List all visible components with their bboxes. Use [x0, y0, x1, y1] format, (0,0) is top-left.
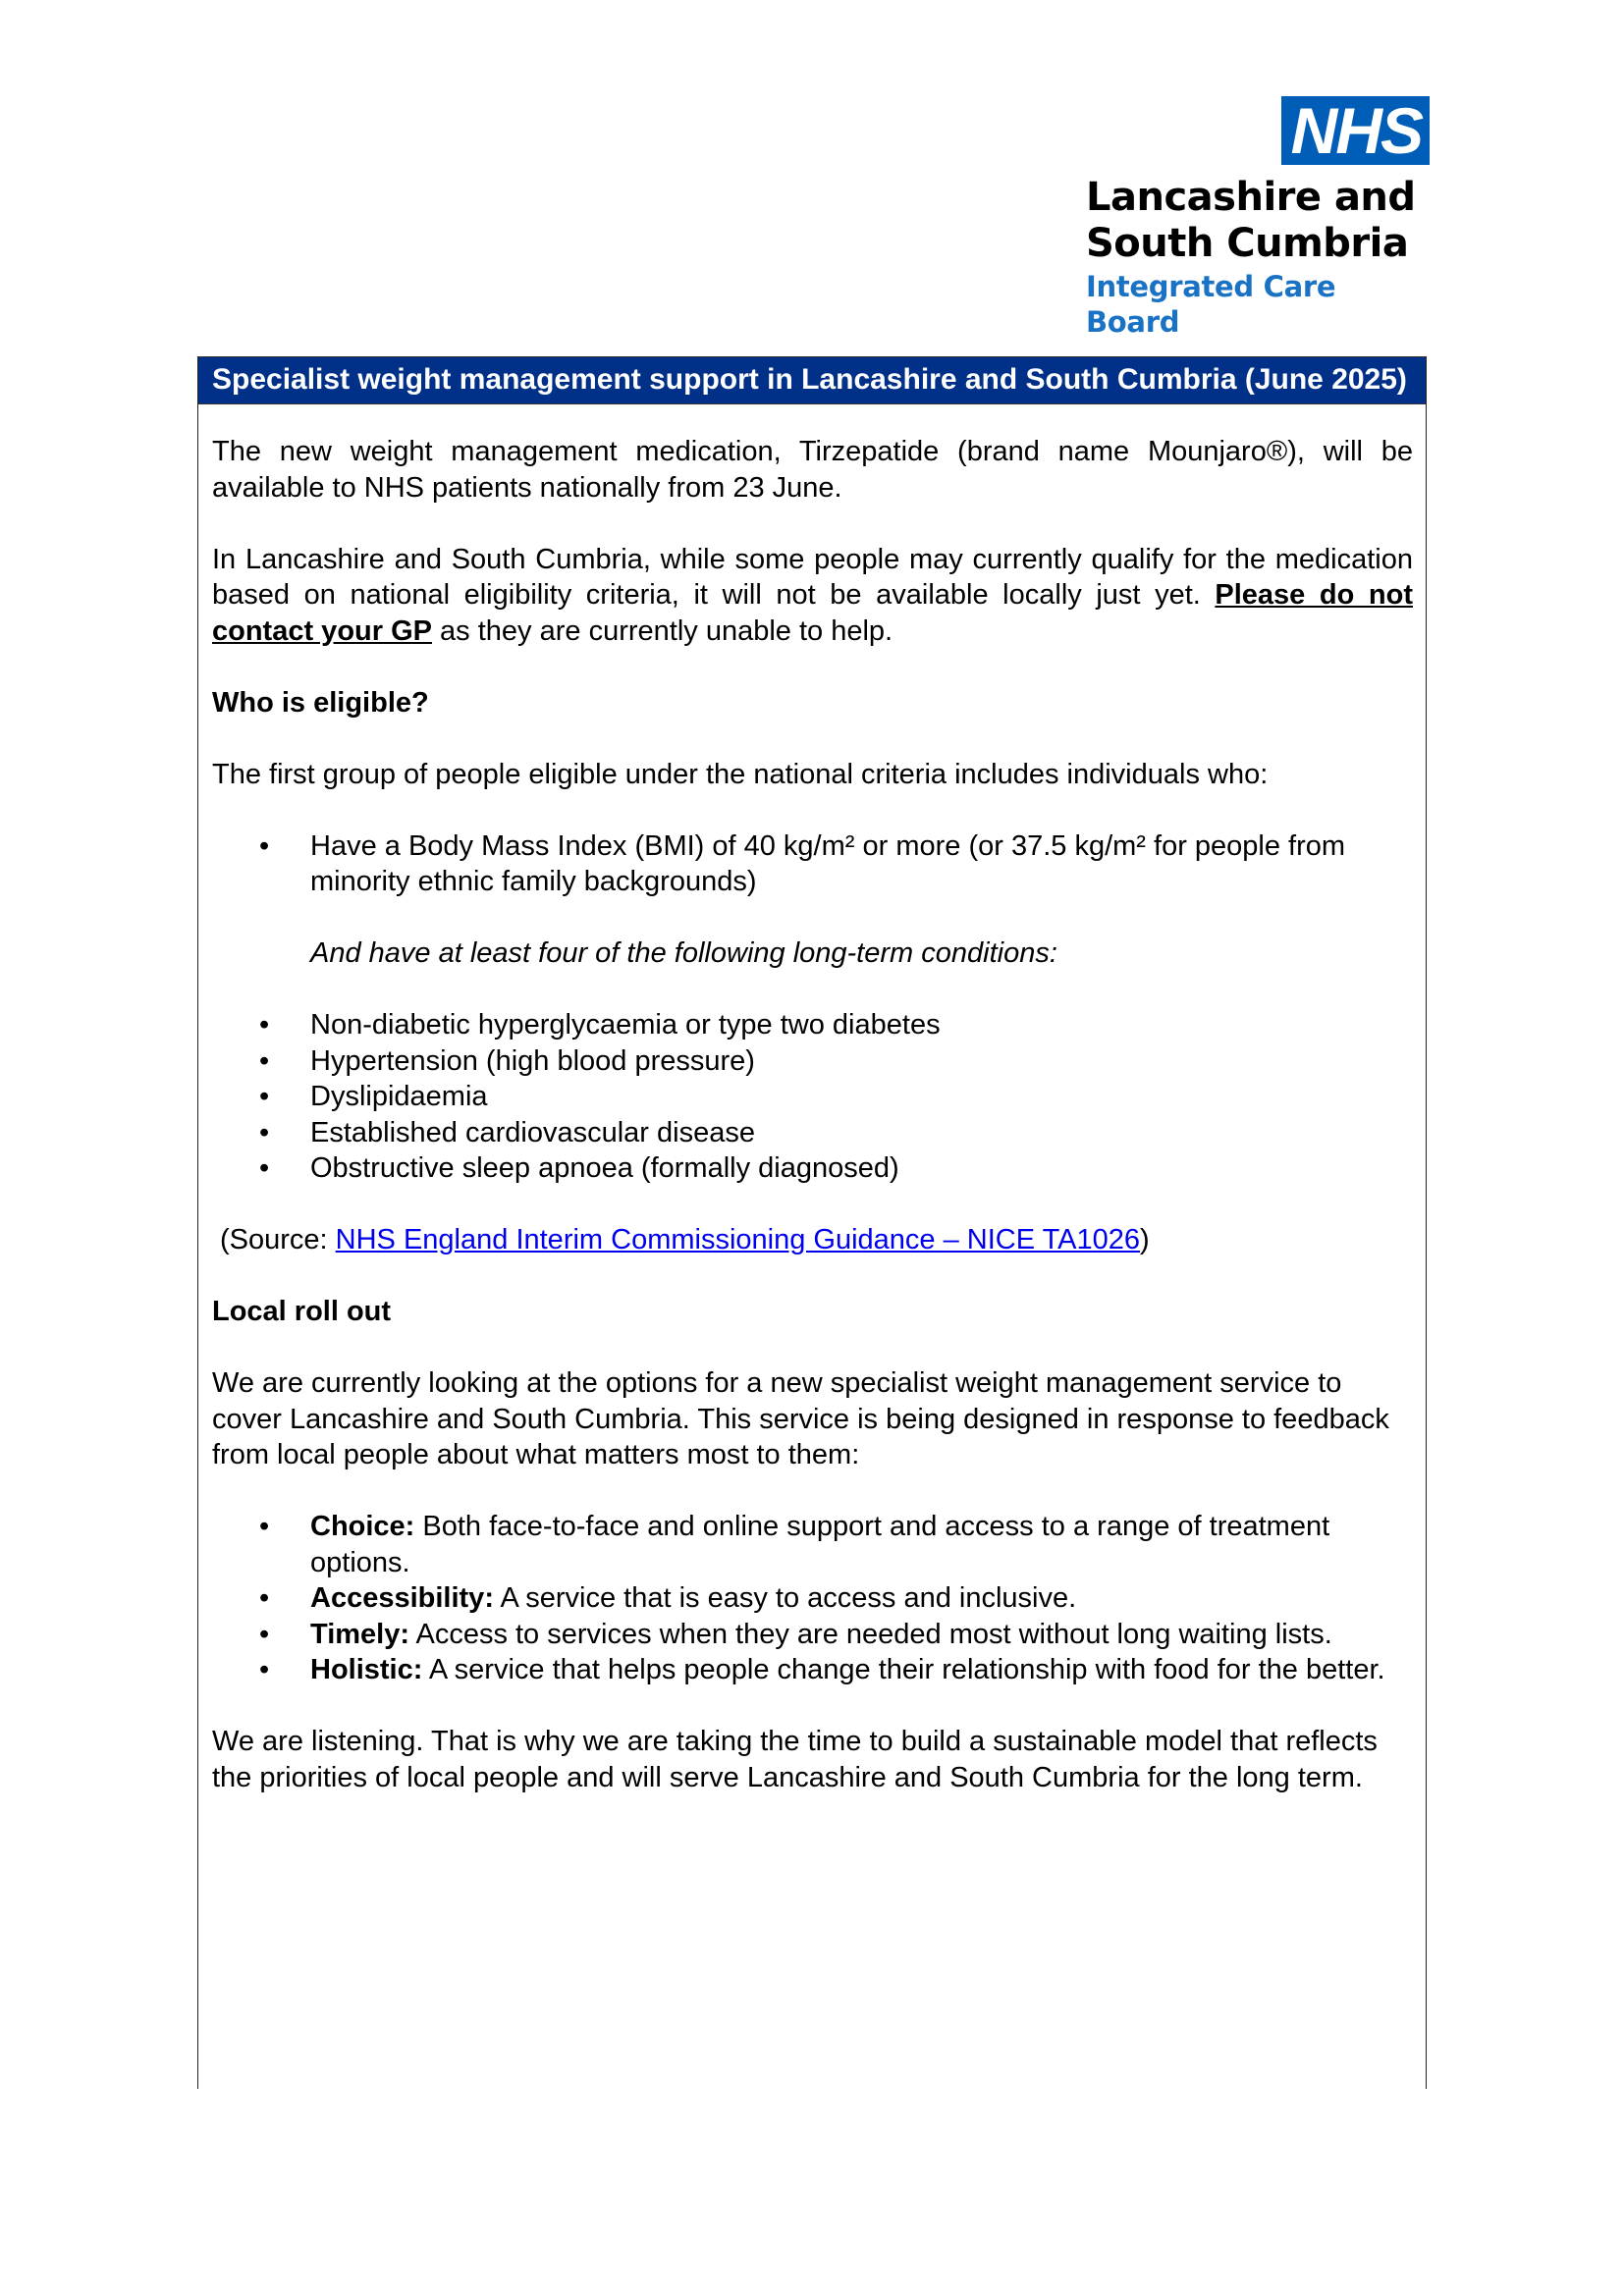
- document-title: Specialist weight management support in Lancashire and South Cumbria (June 2025): [198, 357, 1426, 404]
- rollout-heading: Local roll out: [212, 1296, 392, 1327]
- intro-paragraph-2-text: In Lancashire and South Cumbria, while some people may currently qualify for the medication based on national eligibility criteria, it will not be available locally just yet.: [212, 543, 1413, 611]
- intro-paragraph-2-tail: as they are currently unable to help.: [432, 614, 893, 647]
- bullet-icon: •: [259, 1511, 270, 1542]
- bullet-icon: •: [259, 1081, 270, 1112]
- bullet-icon: •: [259, 1618, 270, 1650]
- priority-text: Both face-to-face and online support and access to a range of treatment options.: [310, 1511, 1330, 1578]
- priority-label: Timely:: [310, 1618, 410, 1650]
- list-item: [212, 1115, 1413, 1151]
- list-item: [212, 1150, 1413, 1187]
- condition-text: Hypertension (high blood pressure): [310, 1044, 755, 1077]
- list-item: [212, 1509, 1413, 1580]
- bullet-icon: •: [259, 1044, 270, 1077]
- gp-warning: Please do not contact your GP: [212, 579, 1413, 647]
- priority-text: A service that is easy to access and inclusive.: [493, 1582, 1077, 1614]
- list-item: [212, 828, 1413, 900]
- bullet-icon: •: [259, 829, 270, 862]
- eligibility-lead: The first group of people eligible under the national criteria includes individuals who:: [212, 758, 1269, 790]
- nhs-logo: [1080, 96, 1434, 340]
- closing-paragraph: We are listening. That is why we are taking the time to build a sustainable model that reflects the priorities of local people and will serve Lancashire and South Cumbria for the long term.: [212, 1726, 1378, 1793]
- list-item: [212, 1007, 1413, 1043]
- priority-label: Accessibility:: [310, 1582, 494, 1614]
- source-prefix: (Source:: [220, 1224, 336, 1255]
- eligibility-heading: Who is eligible?: [212, 686, 429, 719]
- priority-text: Access to services when they are needed most without long waiting lists.: [409, 1618, 1332, 1650]
- org-name-line1: Lancashire and: [1086, 175, 1416, 220]
- bullet-icon: •: [259, 1582, 270, 1614]
- condition-text: Established cardiovascular disease: [310, 1116, 755, 1148]
- conditions-list: [212, 1007, 1413, 1187]
- intro-paragraph-1: The new weight management medication, Tirzepatide (brand name Mounjaro®), will be available to NHS patients nationally from 23 June.: [212, 436, 1413, 504]
- source-suffix: ): [1140, 1224, 1150, 1255]
- list-item: [212, 1652, 1413, 1688]
- document-box: [197, 356, 1427, 2089]
- bullet-icon: •: [259, 1654, 270, 1685]
- priorities-list: [212, 1509, 1413, 1688]
- org-name: [1086, 175, 1434, 267]
- conditions-lead: And have at least four of the following long-term conditions:: [310, 937, 1057, 969]
- condition-text: Non-diabetic hyperglycaemia or type two diabetes: [310, 1009, 941, 1041]
- bullet-icon: •: [259, 1009, 270, 1041]
- condition-text: Dyslipidaemia: [310, 1081, 488, 1112]
- bmi-criterion: Have a Body Mass Index (BMI) of 40 kg/m² or more (or 37.5 kg/m² for people from minority ethnic family backgrounds): [310, 829, 1346, 897]
- org-name-line2: South Cumbria: [1086, 221, 1409, 266]
- nhs-badge: NHS: [1281, 96, 1430, 165]
- rollout-paragraph: We are currently looking at the options for a new specialist weight management service to cover Lancashire and South Cumbria. This service is being designed in response to feedback from local people about what matters most to them:: [212, 1367, 1389, 1470]
- intro-paragraph-2: [212, 542, 1413, 650]
- source-link[interactable]: NHS England Interim Commissioning Guidance – NICE TA1026: [335, 1224, 1141, 1255]
- priority-label: Holistic:: [310, 1654, 423, 1685]
- list-item: [212, 1043, 1413, 1080]
- bullet-icon: •: [259, 1116, 270, 1148]
- bmi-criteria-list: [212, 828, 1413, 900]
- list-item: [212, 1079, 1413, 1115]
- bullet-icon: •: [259, 1152, 270, 1184]
- org-subtitle: Integrated Care Board: [1086, 270, 1336, 339]
- condition-text: Obstructive sleep apnoea (formally diagnosed): [310, 1152, 899, 1184]
- source-citation: [212, 1222, 1413, 1258]
- list-item: [212, 1580, 1413, 1617]
- list-item: [212, 1617, 1413, 1653]
- priority-label: Choice:: [310, 1511, 415, 1542]
- priority-text: A service that helps people change their relationship with food for the better.: [422, 1654, 1385, 1685]
- document-body: [198, 404, 1426, 1795]
